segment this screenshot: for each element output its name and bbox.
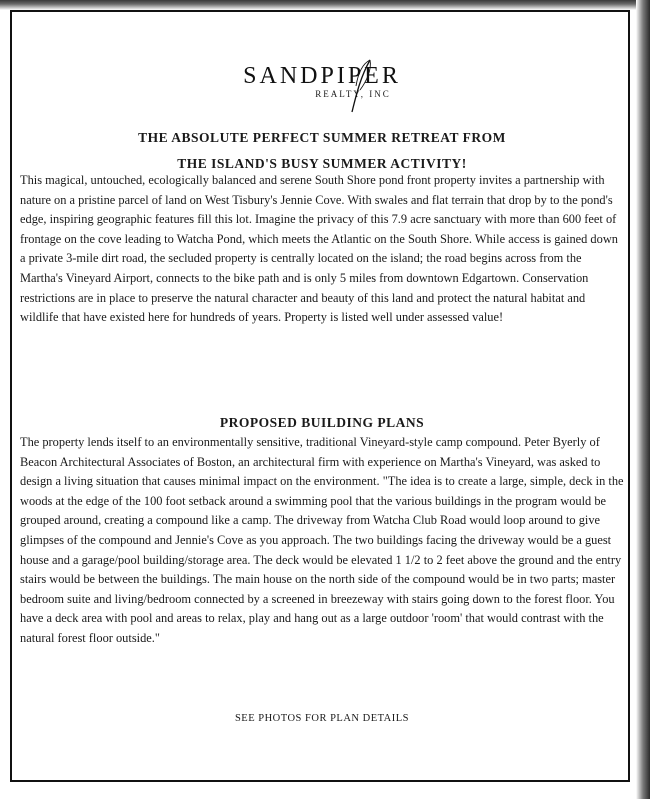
logo-tagline: REALTY, INC xyxy=(315,89,391,99)
logo-name: SANDPIPER xyxy=(243,63,401,89)
scan-edge-right xyxy=(636,0,650,799)
company-logo xyxy=(12,64,632,99)
building-plans-heading: PROPOSED BUILDING PLANS xyxy=(219,415,425,430)
scan-edge-top xyxy=(0,0,650,10)
feather-icon xyxy=(348,56,374,114)
headline-line-1: THE ABSOLUTE PERFECT SUMMER RETREAT FROM xyxy=(138,130,506,145)
headline-line-2: THE ISLAND'S BUSY SUMMER ACTIVITY! xyxy=(177,156,467,171)
building-plans-paragraph: The property lends itself to an environmentally sensitive, traditional Vineyard-style camp compound. Peter Byerly of Beacon Architectural Associates of Boston, an architectural firm with experience on Martha's Vineyard, was asked to design a living situation that causes minimal impact on the environment. "The idea is to create a large, simple, deck in the woods at the edge of the 100 foot setback around a swimming pool that the various buildings in the program would be grouped around, creating a compound like a camp. The driveway from Watcha Club Road would loop around to give glimpses of the compound and Jennie's Cove as you approach. The two buildings facing the driveway would be a guest house and a garage/pool building/storage area. The deck would be elevated 1 1/2 to 2 feet above the ground and the entry stairs would be between the buildings. The main house on the north side of the compound would be in two parts; master bedroom suite and living/bedroom connected by a screened in breezeway with stairs going down to the forest floor. You have a deck area with pool and areas to relax, play and hang out as a large outdoor 'room' that would contrast with the natural forest floor outside." xyxy=(20,435,624,645)
intro-paragraph: This magical, untouched, ecologically balanced and serene South Shore pond front property invites a partnership with nature on a pristine parcel of land on West Tisbury's Jennie Cove. With swales and flat terrain that drop by to the pond's edge, inspiring geographic features fill this lot. Imagine the privacy of this 7.9 acre sanctuary with more than 600 feet of frontage on the cove leading to Watcha Pond, which meets the Atlantic on the South Shore. While access is gained down a private 3-mile dirt road, the secluded property is centrally located on the island; the road begins across from the Martha's Vineyard Airport, connects to the bike path and is only 5 miles from downtown Edgartown. Conservation restrictions are in place to preserve the natural character and beauty of this land and protect the natural habitat and wildlife that have existed here for hundreds of years. Property is listed well under assessed value! xyxy=(20,173,618,325)
footer-note: SEE PHOTOS FOR PLAN DETAILS xyxy=(234,713,410,724)
document-frame xyxy=(10,10,630,782)
headline xyxy=(12,125,632,177)
